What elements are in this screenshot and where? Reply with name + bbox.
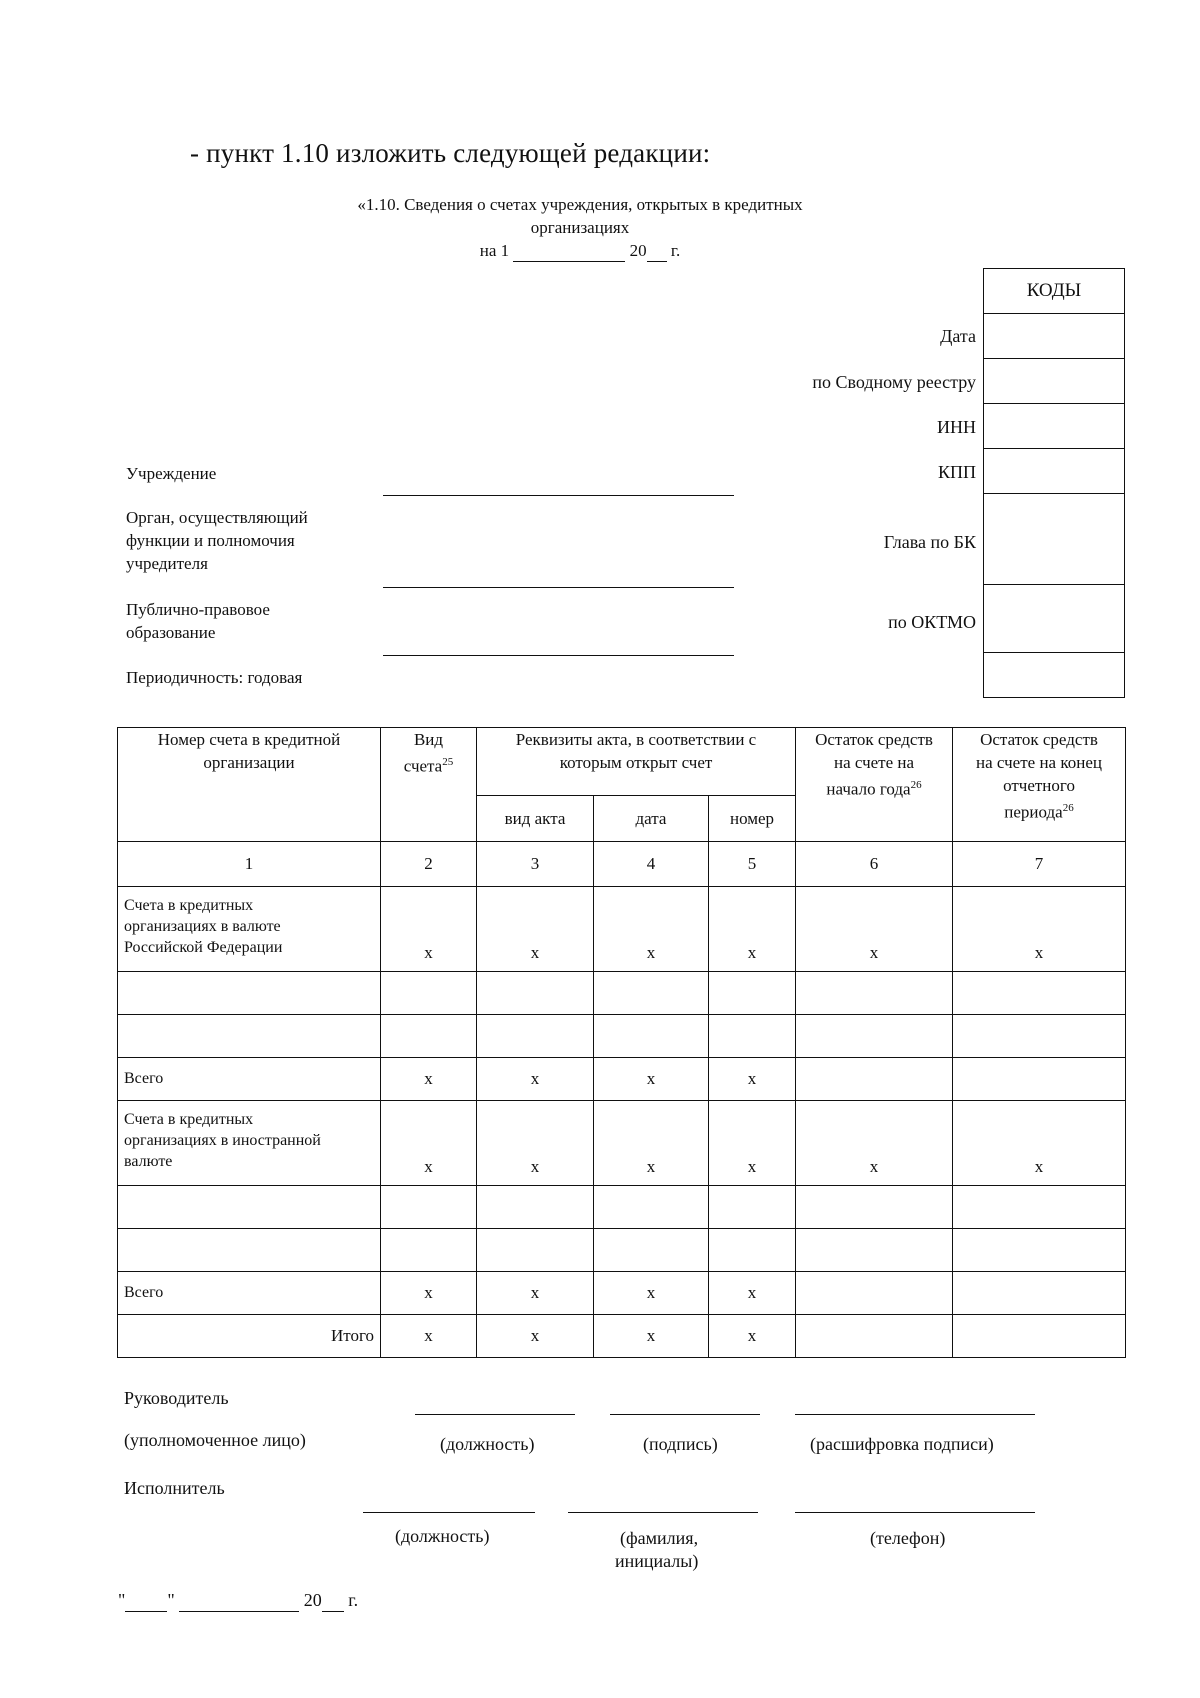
fx-row-2-cell[interactable] (477, 1229, 594, 1272)
executor-position-line[interactable] (363, 1512, 535, 1513)
fx-row-2-cell[interactable] (118, 1229, 381, 1272)
form-date (300, 241, 860, 262)
head-signature-line[interactable] (610, 1414, 760, 1415)
caption-phone: (телефон) (870, 1528, 946, 1548)
date-month-blank[interactable] (179, 1590, 299, 1612)
x-mark: x (381, 1058, 477, 1101)
label-public-2: образование (126, 623, 216, 642)
rub-row-2-cell[interactable] (118, 1015, 381, 1058)
rub-row-1-cell[interactable] (118, 972, 381, 1015)
header-balance-begin: Остаток средств на счете на начало года$^{26}$ (796, 728, 953, 842)
label-founder-1: Орган, осуществляющий (126, 508, 308, 527)
date-year-suffix: г. (348, 1590, 359, 1610)
date-year-blank[interactable] (322, 1590, 344, 1612)
label-periodicity: Периодичность: годовая (126, 668, 303, 687)
header-account-number: Номер счета в кредитной организации (118, 728, 381, 842)
x-mark: x (796, 1101, 953, 1186)
date-day-blank[interactable] (125, 1590, 167, 1612)
label-authorized-person: (уполномоченное лицо) (124, 1430, 306, 1450)
x-mark: x (709, 887, 796, 972)
caption-position: (должность) (440, 1434, 535, 1454)
label-executor: Исполнитель (124, 1478, 225, 1498)
fx-row-1-cell[interactable] (796, 1186, 953, 1229)
row-rub-total-label: Всего (118, 1058, 381, 1101)
x-mark: x (477, 1315, 594, 1358)
header-act-number: номер (709, 796, 796, 842)
date-quote-open: " (118, 1590, 126, 1610)
x-mark: x (953, 887, 1126, 972)
rub-row-1-cell[interactable] (953, 972, 1126, 1015)
x-mark: x (381, 1315, 477, 1358)
caption-name-2: инициалы) (615, 1551, 699, 1571)
x-mark: x (594, 1272, 709, 1315)
x-mark: x (796, 887, 953, 972)
x-mark: x (381, 1101, 477, 1186)
x-mark: x (594, 1058, 709, 1101)
date-year-prefix: 20 (303, 1590, 322, 1610)
codes-table (983, 268, 1125, 698)
caption-name-1: (фамилия, (620, 1528, 699, 1548)
label-head: Руководитель (124, 1388, 229, 1408)
rub-row-2-cell[interactable] (709, 1015, 796, 1058)
fx-row-2-cell[interactable] (381, 1229, 477, 1272)
code-budget-chapter-cell[interactable] (984, 494, 1125, 585)
x-mark: x (381, 887, 477, 972)
col-number-5: 5 (709, 842, 796, 887)
label-institution: Учреждение (126, 464, 217, 483)
signature-date (118, 1590, 358, 1612)
form-title-line1: «1.10. Сведения о счетах учреждения, открытых в кредитных (357, 195, 803, 214)
form-date-blank[interactable] (513, 241, 625, 262)
codes-header: КОДЫ (984, 269, 1125, 314)
caption-executor-position: (должность) (395, 1526, 490, 1546)
code-inn-cell[interactable] (984, 404, 1125, 449)
label-budget-chapter: Глава по БК (883, 532, 976, 552)
page-heading: - пункт 1.10 изложить следующей редакции: (190, 138, 711, 168)
col-number-3: 3 (477, 842, 594, 887)
header-act-kind: вид акта (477, 796, 594, 842)
label-kpp: КПП (937, 462, 976, 482)
rub-row-2-cell[interactable] (381, 1015, 477, 1058)
x-mark: x (709, 1101, 796, 1186)
rub-row-1-cell[interactable] (477, 972, 594, 1015)
col-number-7: 7 (953, 842, 1126, 887)
rub-row-1-cell[interactable] (594, 972, 709, 1015)
fx-row-1-cell[interactable] (381, 1186, 477, 1229)
executor-phone-line[interactable] (795, 1512, 1035, 1513)
caption-decoding: (расшифровка подписи) (810, 1434, 994, 1454)
fx-row-1-cell[interactable] (477, 1186, 594, 1229)
code-kpp-cell[interactable] (984, 449, 1125, 494)
fx-row-2-cell[interactable] (953, 1229, 1126, 1272)
label-public-1: Публично-правовое (126, 600, 270, 619)
rub-total-end-cell[interactable] (953, 1058, 1126, 1101)
rub-row-1-cell[interactable] (709, 972, 796, 1015)
fx-row-2-cell[interactable] (594, 1229, 709, 1272)
label-oktmo: по ОКТМО (888, 612, 976, 632)
form-year-blank[interactable] (647, 241, 667, 262)
x-mark: x (953, 1101, 1126, 1186)
fx-row-2-cell[interactable] (709, 1229, 796, 1272)
col-number-1: 1 (118, 842, 381, 887)
grand-total-begin-cell[interactable] (796, 1315, 953, 1358)
x-mark: x (594, 887, 709, 972)
fx-total-begin-cell[interactable] (796, 1272, 953, 1315)
label-founder-2: функции и полномочия (126, 531, 295, 550)
x-mark: x (709, 1315, 796, 1358)
fx-total-end-cell[interactable] (953, 1272, 1126, 1315)
accounts-table (117, 727, 1126, 1358)
x-mark: x (594, 1315, 709, 1358)
fx-row-1-cell[interactable] (709, 1186, 796, 1229)
label-date: Дата (940, 326, 976, 346)
institution-line[interactable] (383, 495, 734, 496)
x-mark: x (381, 1272, 477, 1315)
code-oktmo-cell[interactable] (984, 585, 1125, 653)
header-account-type: Вид счета$^{25}$ (381, 728, 477, 842)
executor-name-line[interactable] (568, 1512, 758, 1513)
public-entity-line[interactable] (383, 655, 734, 656)
row-rub-accounts-label: Счета в кредитных организациях в валюте Российской Федерации (118, 887, 381, 972)
rub-total-begin-cell[interactable] (796, 1058, 953, 1101)
header-act-date: дата (594, 796, 709, 842)
code-extra-cell[interactable] (984, 653, 1125, 698)
label-inn: ИНН (937, 417, 976, 437)
label-registry: по Сводному реестру (812, 372, 976, 392)
grand-total-end-cell[interactable] (953, 1315, 1126, 1358)
x-mark: x (477, 1058, 594, 1101)
code-date-cell[interactable] (984, 314, 1125, 359)
fx-row-2-cell[interactable] (796, 1229, 953, 1272)
x-mark: x (594, 1101, 709, 1186)
label-founder-3: учредителя (126, 554, 208, 573)
code-registry-cell[interactable] (984, 359, 1125, 404)
x-mark: x (477, 1272, 594, 1315)
head-decoding-line[interactable] (795, 1414, 1035, 1415)
rub-row-2-cell[interactable] (477, 1015, 594, 1058)
head-position-line[interactable] (415, 1414, 575, 1415)
fx-row-1-cell[interactable] (953, 1186, 1126, 1229)
col-number-6: 6 (796, 842, 953, 887)
rub-row-2-cell[interactable] (594, 1015, 709, 1058)
x-mark: x (709, 1058, 796, 1101)
row-fx-total-label: Всего (118, 1272, 381, 1315)
rub-row-1-cell[interactable] (381, 972, 477, 1015)
col-number-4: 4 (594, 842, 709, 887)
fx-row-1-cell[interactable] (118, 1186, 381, 1229)
header-act-details: Реквизиты акта, в соответствии с которым открыт счет (477, 728, 796, 796)
header-balance-end: Остаток средств на счете на конец отчетного периода$^{26}$ (953, 728, 1126, 842)
x-mark: x (477, 1101, 594, 1186)
x-mark: x (477, 887, 594, 972)
caption-signature: (подпись) (643, 1434, 718, 1454)
fx-row-1-cell[interactable] (594, 1186, 709, 1229)
x-mark: x (709, 1272, 796, 1315)
row-fx-accounts-label: Счета в кредитных организациях в иностранной валюте (118, 1101, 381, 1186)
rub-row-2-cell[interactable] (796, 1015, 953, 1058)
founder-line[interactable] (383, 587, 734, 588)
form-date-prefix: на 1 (479, 241, 510, 260)
rub-row-1-cell[interactable] (796, 972, 953, 1015)
form-date-suffix: г. (670, 241, 681, 260)
form-date-year: 20 (629, 241, 647, 260)
date-quote-close: " (167, 1590, 175, 1610)
col-number-2: 2 (381, 842, 477, 887)
row-grand-total-label: Итого (118, 1315, 381, 1358)
rub-row-2-cell[interactable] (953, 1015, 1126, 1058)
form-title-line2: организациях (530, 218, 630, 237)
